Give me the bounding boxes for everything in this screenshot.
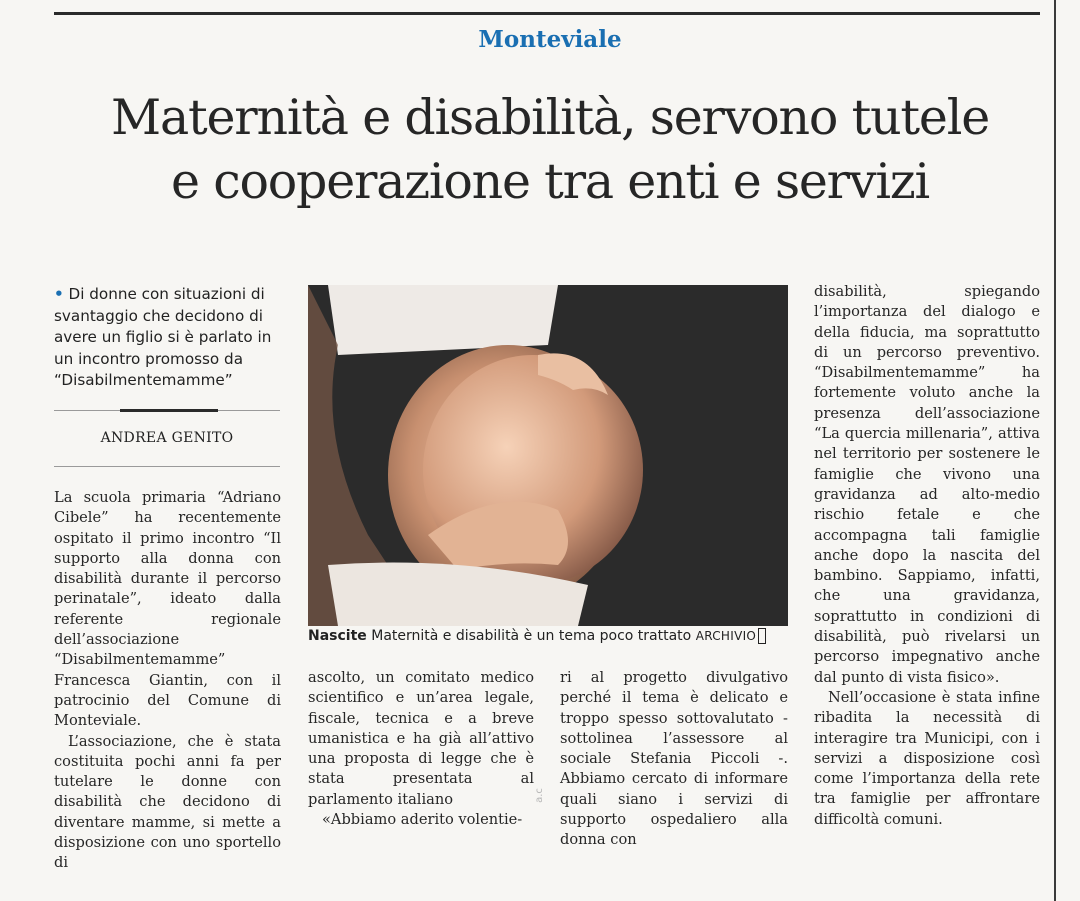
pregnant-belly-image — [308, 285, 788, 626]
headline — [40, 86, 1060, 214]
article-column-2 — [308, 668, 534, 830]
byline: ANDREA GENITO — [100, 430, 234, 446]
paragraph: Nell’occasione è stata infine ribadita la necessità di interagire tra Municipi, con i servizi a disposizione così come l’importanza della rete tra famiglie per affrontare difficoltà comuni. — [814, 688, 1040, 828]
article-column-4 — [814, 282, 1040, 830]
credit-end-mark — [758, 628, 766, 644]
paragraph: disabilità, spiegando l’importanza del dialogo e della fiducia, ma soprattutto di un percorso preventivo. “Disabilmentemamme” ha fortemente voluto anche la presenza dell’associazione “La quercia millenaria”, attiva nel territorio per sostenere le famiglie che vivono una gravidanza ad alto-medio rischio fetale e che accompagna tali famiglie anche dopo la nascita del bambino. Sappiamo, infatti, che una gravidanza, soprattutto in condizioni di disabilità, può rivelarsi un percorso impegnativo anche dal punto di vista fisico». — [814, 283, 1040, 686]
article-photo — [308, 285, 788, 626]
caption-title: Nascite — [308, 628, 367, 644]
paragraph: ascolto, un comitato medico scientifico e un’area legale, fiscale, tecnica e a breve umanistica e ha già all’attivo una proposta di legge che è stata presentata al parlamento italiano — [308, 669, 534, 808]
paragraph: «Abbiamo aderito volentie- — [322, 811, 523, 829]
summary-box — [54, 284, 289, 392]
article-column-1 — [54, 488, 281, 874]
byline-rule-accent — [120, 409, 218, 412]
headline-line-2: e cooperazione tra enti e servizi — [171, 153, 929, 210]
paragraph: L’associazione, che è stata costituita pochi anni fa per tutelare le donne con disabilità che decidono di diventare mamme, si mette a disposizione con uno sportello di — [54, 732, 281, 872]
top-rule — [54, 12, 1040, 15]
paragraph: La scuola primaria “Adriano Cibele” ha recentemente ospitato il primo incontro “Il supporto alla donna con disabilità durante il percorso perinatale”, ideato dalla referente regionale dell’associazione “Disabilmentemamme” Francesca Giantin, con il patrocinio del Comune di Monteviale. — [54, 489, 281, 730]
summary-bullet: • — [54, 285, 64, 303]
paragraph: ri al progetto divulgativo perché il tema è delicato e troppo spesso sottovalutato - sottolinea l’assessore al sociale Stefania Piccoli -. Abbiamo cercato di informare quali siano i servizi di supporto ospedaliero alla donna con — [560, 669, 788, 849]
section-label: Monteviale — [478, 26, 622, 53]
article-column-3 — [560, 668, 788, 851]
byline-rule-bottom — [54, 466, 280, 467]
photo-caption — [308, 628, 798, 644]
headline-line-1: Maternità e disabilità, servono tutele — [110, 89, 989, 146]
watermark: a.c — [533, 788, 545, 803]
photo-credit: ARCHIVIO — [695, 629, 757, 643]
summary-text: Di donne con situazioni di svantaggio che decidono di avere un figlio si è parlato in un incontro promosso da “Disabilmentemamme” — [54, 285, 272, 389]
caption-text: Maternità e disabilità è un tema poco trattato — [371, 628, 692, 644]
